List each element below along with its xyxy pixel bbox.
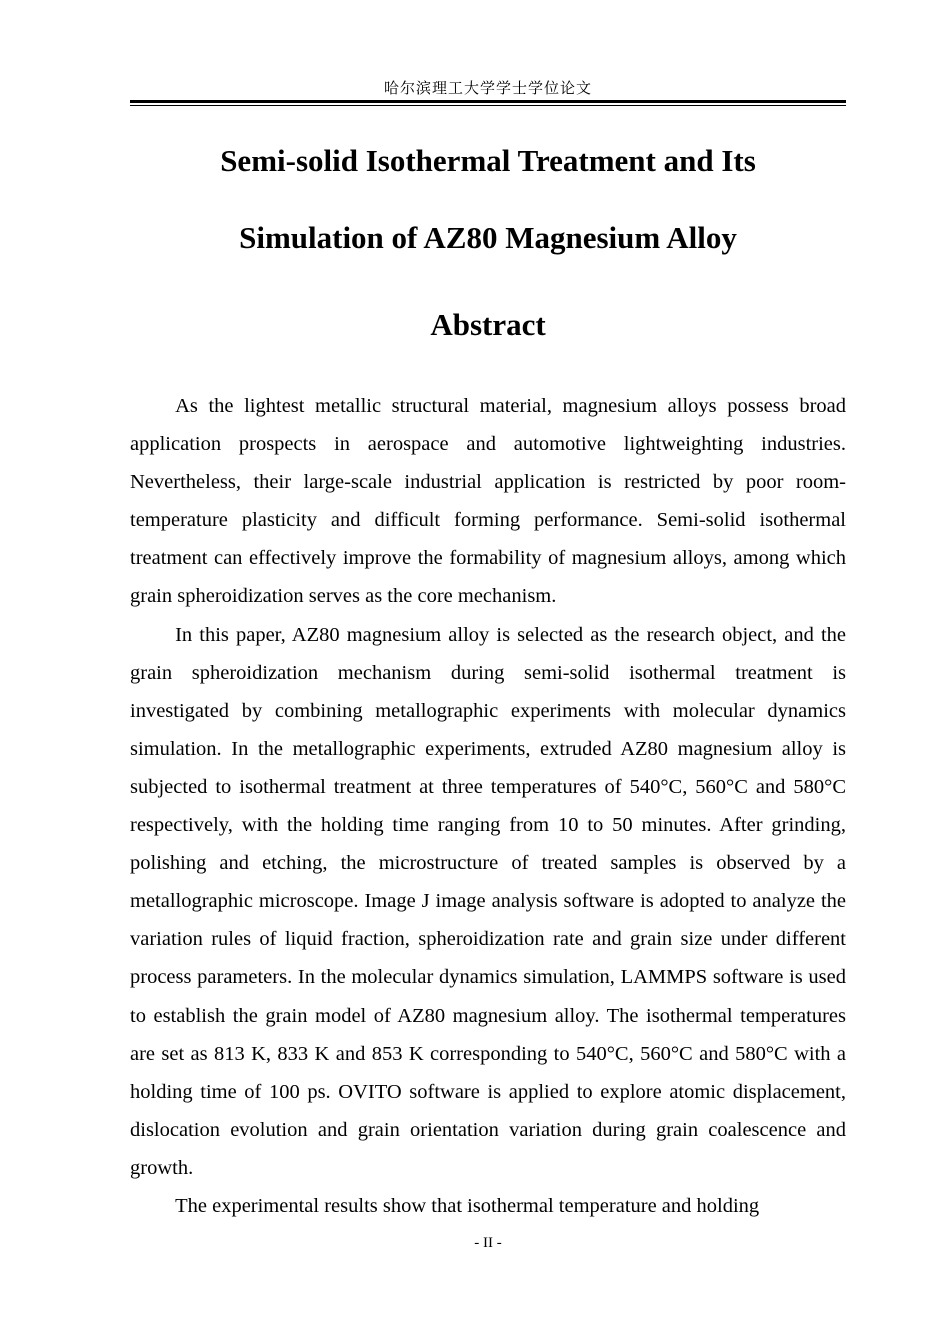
abstract-paragraph-2: In this paper, AZ80 magnesium alloy is selected as the research object, and the grain spheroidization mechanism during semi-solid isothermal treatment is investigated by combining metallographic experiments with molecular dynamics simulation. In the metallographic experiments, extruded AZ80 magnesium alloy is subjected to isothermal treatment at three temperatures of 540°C, 560°C and 580°C respectively, with the holding time ranging from 10 to 50 minutes. After grinding, polishing and etching, the microstructure of treated samples is observed by a metallographic microscope. Image J image analysis software is adopted to analyze the variation rules of liquid fraction, spheroidization rate and grain size under different process parameters. In the molecular dynamics simulation, LAMMPS software is used to establish the grain model of AZ80 magnesium alloy. The isothermal temperatures are set as 813 K, 833 K and 853 K corresponding to 540°C, 560°C and 580°C with a holding time of 100 ps. OVITO software is applied to explore atomic displacement, dislocation evolution and grain orientation variation during grain coalescence and growth.: [130, 623, 846, 1179]
running-header: 哈尔滨理工大学学士学位论文: [383, 79, 592, 97]
abstract-heading: Abstract: [430, 307, 546, 342]
title-line-2: Simulation of AZ80 Magnesium Alloy: [239, 220, 737, 255]
title-line-1: Semi-solid Isothermal Treatment and Its: [220, 143, 756, 178]
abstract-paragraph-3: The experimental results show that isothermal temperature and holding: [175, 1194, 760, 1217]
abstract-body: [130, 387, 846, 1225]
abstract-paragraph-1: As the lightest metallic structural material, magnesium alloys possess broad application prospects in aerospace and automotive lightweighting industries. Nevertheless, their large-scale industrial application is restricted by poor room-temperature plasticity and difficult forming performance. Semi-solid isothermal treatment can effectively improve the formability of magnesium alloys, among which grain spheroidization serves as the core mechanism.: [130, 395, 846, 608]
header-rule-thick: [130, 100, 846, 103]
header-rule-thin: [130, 105, 846, 106]
page-number: - II -: [474, 1235, 502, 1251]
